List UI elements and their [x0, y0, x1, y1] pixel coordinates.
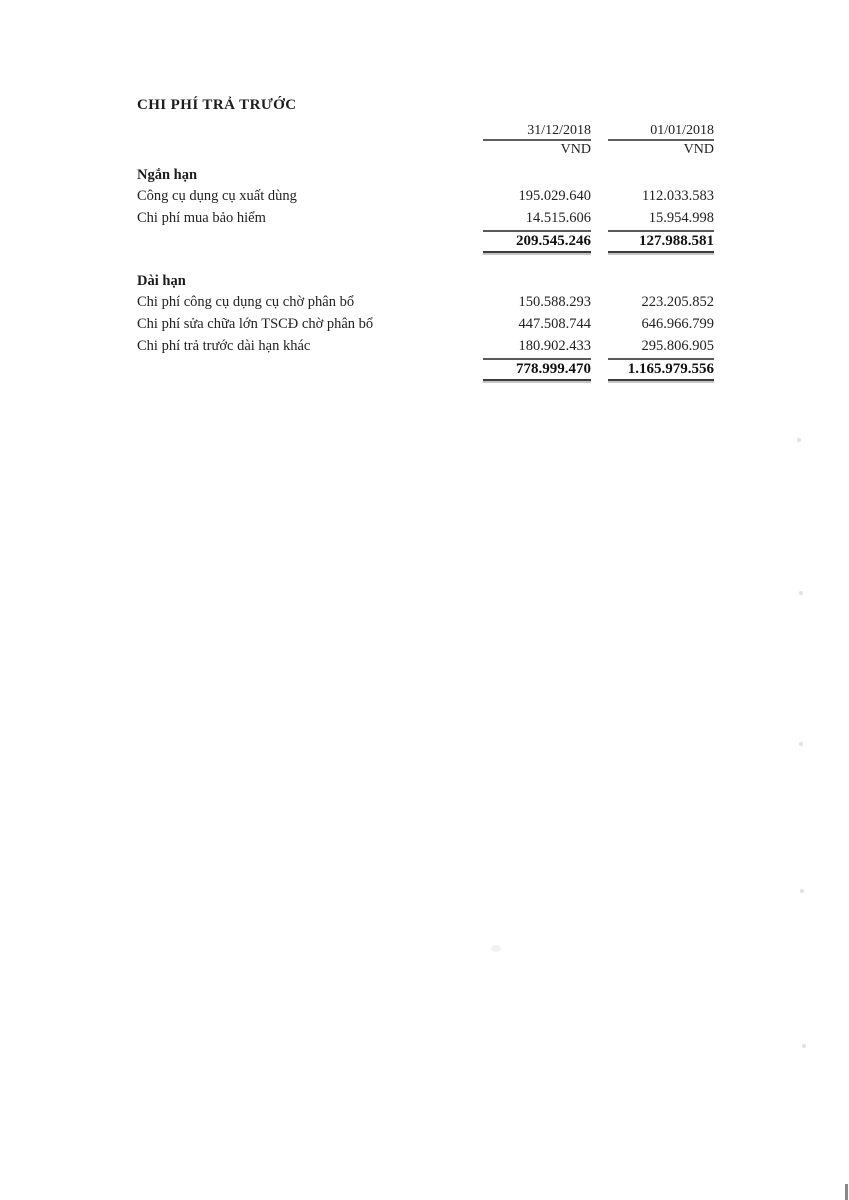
column-header-date-1: 31/12/2018 [483, 123, 591, 141]
row-label: Chi phí sửa chữa lớn TSCĐ chờ phân bổ [137, 316, 374, 332]
row-label: Công cụ dụng cụ xuất dùng [137, 188, 297, 204]
row-value-col1: 180.902.433 [518, 338, 591, 354]
scan-edge-mark [845, 1184, 848, 1200]
row-label: Chi phí mua bảo hiểm [137, 210, 266, 226]
table-row [137, 185, 714, 207]
long-term-total-col2: 1.165.979.556 [608, 358, 714, 381]
row-label: Chi phí công cụ dụng cụ chờ phân bổ [137, 294, 355, 310]
scan-smudge [491, 945, 501, 952]
section-heading-short-term: Ngắn hạn [137, 167, 198, 183]
row-value-col1: 150.588.293 [518, 294, 591, 310]
scan-speck [799, 591, 803, 595]
prepaid-expenses-note [137, 97, 714, 381]
column-header-date-2: 01/01/2018 [608, 123, 714, 141]
short-term-total-col2: 127.988.581 [608, 230, 714, 253]
section-heading-long-term: Dài hạn [137, 273, 186, 289]
row-value-col1: 447.508.744 [518, 316, 591, 332]
table-row [137, 207, 714, 229]
short-term-total-col1: 209.545.246 [483, 230, 591, 253]
row-value-col1: 14.515.606 [525, 210, 591, 226]
row-value-col2: 646.966.799 [641, 316, 714, 332]
table-row [137, 335, 714, 357]
row-value-col1: 195.029.640 [518, 188, 591, 204]
row-value-col2: 15.954.998 [648, 210, 714, 226]
row-value-col2: 223.205.852 [641, 294, 714, 310]
row-value-col2: 112.033.583 [642, 188, 714, 204]
row-value-col2: 295.806.905 [641, 338, 714, 354]
long-term-total-row [137, 357, 714, 381]
long-term-total-col1: 778.999.470 [483, 358, 591, 381]
table-row [137, 313, 714, 335]
scan-speck [800, 889, 804, 893]
table-row [137, 291, 714, 313]
column-unit-1: VND [560, 142, 591, 157]
column-unit-2: VND [683, 142, 714, 157]
scan-speck [802, 1044, 806, 1048]
short-term-total-row [137, 229, 714, 253]
scan-speck [799, 742, 803, 746]
scan-speck [797, 438, 801, 442]
column-unit-header-row [137, 141, 714, 160]
note-title: CHI PHÍ TRẢ TRƯỚC [137, 97, 297, 113]
row-label: Chi phí trả trước dài hạn khác [137, 338, 311, 354]
